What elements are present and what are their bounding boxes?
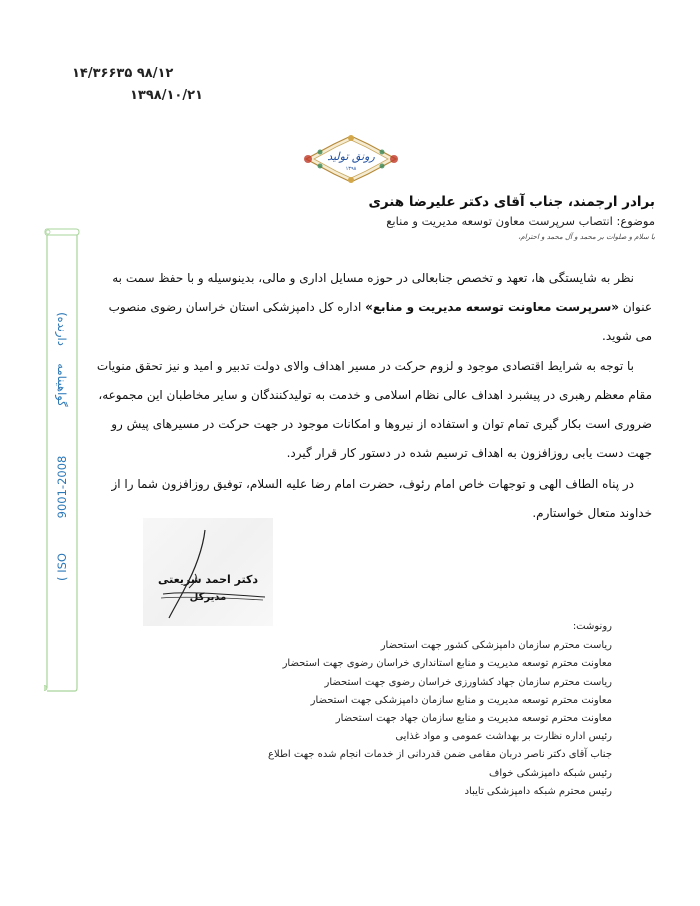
iso-certificate-text (44, 300, 80, 600)
iso-text-iso: ( ISO (55, 553, 69, 581)
greeting-line: با سلام و صلوات بر محمد و آل محمد و احترام، (518, 233, 655, 241)
body-paragraph-1 (92, 264, 652, 351)
signer-name: دکتر احمد شریعتی (157, 573, 259, 586)
iso-text-certificate: گواهینامه (55, 363, 69, 407)
signature-block (143, 518, 273, 626)
cc-item: معاونت محترم توسعه مدیریت و منابع استانداری خراسان رضوی جهت استحضار (282, 658, 612, 670)
cc-item: ریاست محترم سازمان جهاد کشاورزی خراسان رضوی جهت استحضار (324, 676, 612, 688)
body-paragraph-2: با توجه به شرایط اقتصادی موجود و لزوم حرکت در مسیر اهداف والای دولت تدبیر و امید و نیز تحقق منویات مقام معظم رهبری در پیشبرد اهداف عالی نظام اسلامی و خدمت به تولیدکنندگان و سایر مخاطبان این مجموعه، ضروری است بکار گیری تمام توان و استفاده از نیروها و امکانات موجود در جهت حرکت در مسیرهای پیش رو جهت دست یابی روزافزون به اهداف ترسیم شده در دستور کار قرار گیرد. (96, 359, 652, 460)
emblem-text: رونق تولید (327, 150, 375, 163)
cc-list (268, 618, 612, 801)
emblem-logo (298, 134, 404, 184)
recipient-line: برادر ارجمند، جناب آقای دکتر علیرضا هنری (368, 194, 655, 210)
iso-text-holder: (دارنده (55, 312, 69, 346)
letter-date: ۱۳۹۸/۱۰/۲۱ (130, 88, 203, 103)
cc-item: رئیس شبکه دامپزشکی خواف (488, 767, 612, 779)
emblem-year: ۱۳۹۸ (345, 166, 357, 172)
para1-text-b: اداره کل دامپزشکی استان خراسان رضوی منصوب می شوید. (108, 300, 652, 343)
cc-item: معاونت محترم توسعه مدیریت و منابع سازمان جهاد جهت استحضار (335, 713, 612, 725)
reference-number: ۹۸/۱۲ ۱۴/۳۶۶۳۵ (72, 66, 174, 81)
cc-item: جناب آقای دکتر ناصر دربان مقامی ضمن قدردانی از خدمات انجام شده جهت اطلاع (268, 749, 612, 761)
cc-item: رئیس محترم شبکه دامپزشکی تایباد (464, 785, 612, 797)
iso-text-number: 9001-2008 (55, 455, 69, 519)
cc-item: رئیس اداره نظارت بر بهداشت عمومی و مواد غذایی (395, 731, 612, 743)
para1-text-a: نظر به شایستگی ها، تعهد و تخصص جنابعالی در حوزه مسایل اداری و مالی، بدینوسیله و با حفظ سمت به عنوان (112, 271, 652, 314)
subject-line: موضوع: انتصاب سرپرست معاون توسعه مدیریت و منابع (386, 214, 655, 228)
cc-title: رونوشت: (572, 621, 612, 632)
cc-item: معاونت محترم توسعه مدیریت و منابع سازمان دامپزشکی جهت استحضار (310, 694, 612, 706)
signature-scribble (143, 518, 273, 626)
signer-title: مدیرکل (189, 592, 227, 603)
cc-item: ریاست محترم سازمان دامپزشکی کشور جهت استحضار (380, 640, 612, 652)
body-paragraph-3: در پناه الطاف الهی و توجهات خاص امام رئوف، حضرت امام رضا علیه السلام، توفیق روزافزون شما را از خداوند متعال خواستارم. (111, 477, 652, 520)
position-title: «سرپرست معاونت توسعه مدیریت و منابع» (365, 300, 620, 314)
